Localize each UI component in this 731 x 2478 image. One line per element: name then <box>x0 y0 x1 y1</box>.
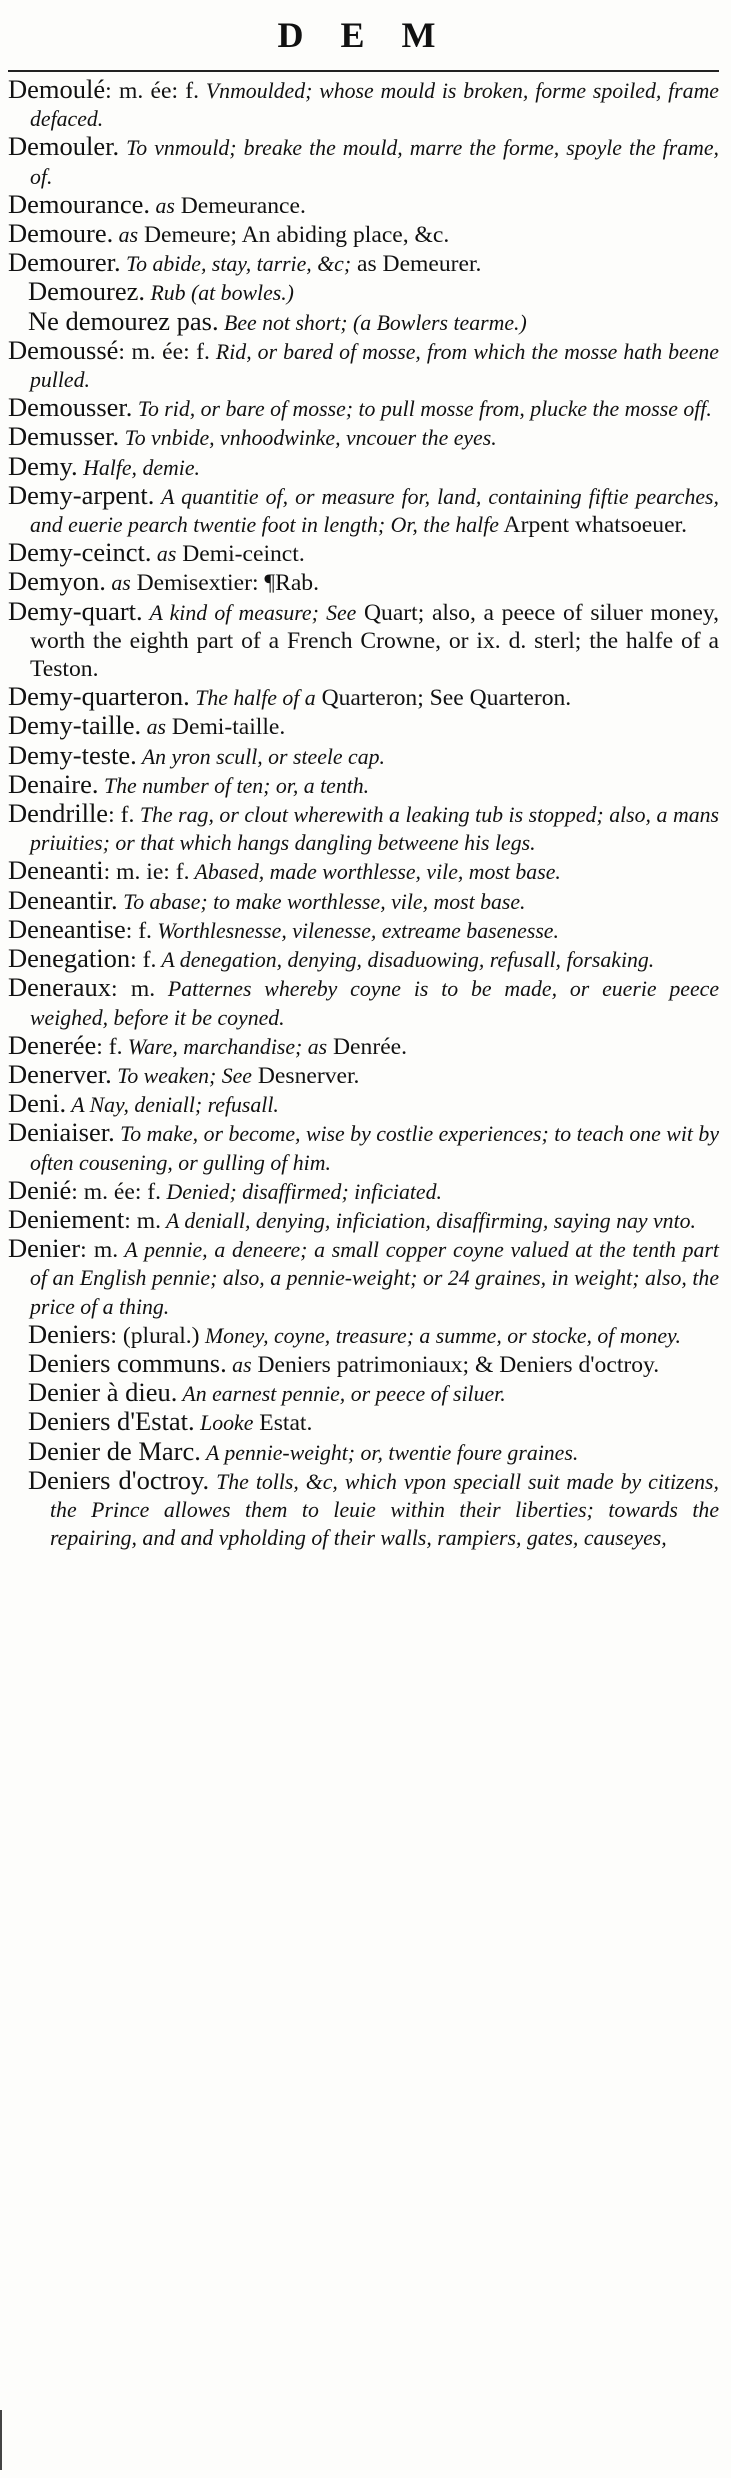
dictionary-entry <box>8 1435 719 1467</box>
cross-reference: Deniers patrimoniaux; & Deniers d'octroy. <box>251 1351 660 1378</box>
entry-list <box>8 76 719 1552</box>
definition: To vnbide, vnhoodwinke, vncouer the eyes. <box>119 426 497 451</box>
dictionary-entry <box>8 884 719 916</box>
headword: Denier à dieu. <box>28 1377 178 1408</box>
grammar-note: : m. <box>111 976 156 1003</box>
headword: Deni. <box>8 1088 67 1119</box>
dictionary-entry <box>8 1058 719 1090</box>
cross-reference: Denrée. <box>327 1033 408 1060</box>
dictionary-entry <box>8 1464 719 1553</box>
definition: Vnmoulded; whose mould is broken, forme spoiled, frame defaced. <box>30 79 719 132</box>
headword: Demy-ceinct. <box>8 537 152 568</box>
headword: Deniers <box>28 1318 111 1349</box>
cross-reference: Demisextier: ¶Rab. <box>130 570 319 597</box>
headword: Demourance. <box>8 188 150 219</box>
headword: Demousser. <box>8 392 133 423</box>
cross-reference: Quarteron; See Quarteron. <box>315 685 572 712</box>
definition: Ware, marchandise; as <box>122 1034 328 1059</box>
headword: Demy-quart. <box>8 595 143 626</box>
grammar-note: : f. <box>125 917 152 944</box>
headword: Demy-quarteron. <box>8 681 190 712</box>
dictionary-entry <box>8 1235 719 1321</box>
definition: A pennie, a deneere; a small copper coyne valued at the tenth part of an English pennie; also, a pennie-weight; or 24 graines, in weight; also, the price of a thing. <box>30 1238 719 1319</box>
dictionary-entry <box>8 1203 719 1235</box>
definition: as <box>105 571 131 596</box>
dictionary-entry <box>8 334 719 394</box>
headword: Ne demourez pas. <box>28 305 219 336</box>
definition: Rub (at bowles.) <box>145 281 294 306</box>
cross-reference: Demi-ceinct. <box>176 541 305 568</box>
definition: Denied; disaffirmed; inficiated. <box>161 1179 442 1204</box>
headword: Demourer. <box>8 247 121 278</box>
headword: Demouler. <box>8 131 120 162</box>
headword: Deniers d'octroy. <box>28 1464 210 1495</box>
dictionary-entry <box>8 479 719 539</box>
dictionary-entry <box>8 1174 719 1206</box>
definition: A Nay, deniall; refusall. <box>66 1093 279 1118</box>
dictionary-entry <box>8 450 719 482</box>
dictionary-entry <box>8 423 719 452</box>
definition: as <box>141 715 167 740</box>
headword: Deniers d'Estat. <box>28 1406 195 1437</box>
dictionary-entry <box>8 974 719 1031</box>
dictionary-entry <box>8 539 719 568</box>
definition: Rid, or bared of mosse, from which the mosse hath beene pulled. <box>30 339 719 393</box>
cross-reference: Quart; also, a peece of siluer money, worth the eighth part of a French Crowne, or ix. d. sterl; the halfe of a Teston. <box>30 599 719 683</box>
definition: as <box>113 223 139 248</box>
definition: A quantitie of, or measure for, land, containing fiftie pearches, and euerie pearch twentie foot in length; Or, the halfe <box>30 484 719 538</box>
dictionary-entry <box>8 1347 719 1379</box>
grammar-note: : f. <box>130 947 157 974</box>
grammar-note: : m. <box>124 1207 161 1234</box>
definition: as <box>151 542 177 567</box>
definition: An yron scull, or steele cap. <box>136 744 385 769</box>
dictionary-entry <box>8 768 719 800</box>
headword: Denerée <box>8 1029 97 1060</box>
dictionary-entry <box>8 1408 719 1437</box>
dictionary-entry <box>8 1090 719 1119</box>
dictionary-entry <box>8 1379 719 1408</box>
cross-reference: Arpent whatsoeuer. <box>498 512 687 539</box>
dictionary-entry <box>8 595 719 684</box>
dictionary-entry <box>8 133 719 190</box>
headword: Deneraux <box>8 972 111 1003</box>
grammar-note: : m. ie: f. <box>103 859 190 886</box>
definition: Looke <box>194 1411 254 1436</box>
headword: Demoure. <box>8 218 114 249</box>
grammar-note: : m. <box>80 1237 119 1264</box>
definition: A pennie-weight; or, twentie foure graines. <box>200 1440 579 1465</box>
definition: To vnmould; breake the mould, marre the forme, spoyle the frame, of. <box>30 136 719 189</box>
headword: Denié <box>8 1174 72 1205</box>
definition: Worthlesnesse, vilenesse, extreame basenesse. <box>151 918 559 943</box>
dictionary-entry <box>8 394 719 423</box>
definition: The number of ten; or, a tenth. <box>98 773 370 798</box>
definition: To abide, stay, tarrie, &c; <box>120 252 352 277</box>
headword: Dendrille <box>8 798 109 829</box>
headword: Deniers communs. <box>28 1347 227 1378</box>
headword: Deniaiser. <box>8 1117 115 1148</box>
definition: Halfe, demie. <box>77 455 200 480</box>
header-rule <box>8 70 719 72</box>
cross-reference: Demeurance. <box>174 192 306 219</box>
definition: A kind of measure; See <box>142 600 357 625</box>
dictionary-entry <box>8 1318 719 1350</box>
grammar-note: : f. <box>108 802 135 829</box>
definition: An earnest pennie, or peece of siluer. <box>177 1382 506 1407</box>
dictionary-entry <box>8 278 719 307</box>
dictionary-entry <box>8 1119 719 1176</box>
headword: Deneantir. <box>8 884 118 915</box>
grammar-note: : (plural.) <box>110 1322 200 1349</box>
grammar-note: : m. ée: f. <box>118 338 210 365</box>
dictionary-entry <box>8 913 719 945</box>
definition: The tolls, &c, which vpon speciall suit made by citizens, the Prince allowes them to leuie within their liberties; towards the repairing, and and vpholding of their walls, rampiers, gates, causeyes, <box>50 1469 719 1551</box>
definition: The halfe of a <box>189 686 316 711</box>
dictionary-entry <box>8 800 719 857</box>
headword: Demoulé <box>8 74 106 104</box>
dictionary-entry <box>8 220 719 249</box>
definition: as <box>226 1352 252 1377</box>
cross-reference: Estat. <box>253 1410 313 1437</box>
definition: Abased, made worthlesse, vile, most base. <box>189 860 561 885</box>
grammar-note: : m. ée: f. <box>105 78 200 104</box>
headword: Deniement <box>8 1203 125 1234</box>
cross-reference: Desnerver. <box>251 1062 360 1089</box>
dictionary-entry <box>8 857 719 886</box>
definition: Money, coyne, treasure; a summe, or stocke, of money. <box>199 1323 681 1348</box>
dictionary-entry <box>8 249 719 278</box>
dictionary-entry <box>8 1029 719 1061</box>
headword: Demyon. <box>8 566 106 597</box>
headword: Deneanti <box>8 855 104 886</box>
definition: as <box>150 193 175 218</box>
headword: Demy-taille. <box>8 710 142 741</box>
headword: Demusser. <box>8 421 120 452</box>
headword: Demy-arpent. <box>8 479 155 510</box>
cross-reference: Demi-taille. <box>166 714 286 741</box>
definition: To abase; to make worthlesse, vile, most base. <box>117 889 526 914</box>
cross-reference: Demeure; An abiding place, &c. <box>138 222 450 249</box>
dictionary-entry <box>8 76 719 133</box>
definition: To weaken; See <box>111 1063 252 1088</box>
definition: Patternes whereby coyne is to be made, or euerie peece weighed, before it be coyned. <box>30 977 719 1030</box>
definition: Bee not short; (a Bowlers tearme.) <box>218 310 527 335</box>
dictionary-entry <box>8 188 719 220</box>
headword: Denier <box>8 1233 81 1264</box>
headword: Demourez. <box>28 276 145 307</box>
definition: To rid, or bare of mosse; to pull mosse from, plucke the mosse off. <box>132 397 712 422</box>
headword: Deneantise <box>8 913 126 944</box>
dictionary-entry <box>8 712 719 741</box>
margin-mark <box>0 2410 5 2470</box>
definition: A denegation, denying, disaduowing, refusall, forsaking. <box>156 948 655 973</box>
headword: Demy. <box>8 450 78 481</box>
headword: Denaire. <box>8 768 99 799</box>
dictionary-entry <box>8 945 719 974</box>
dictionary-entry <box>8 305 719 337</box>
cross-reference: as Demeurer. <box>351 251 482 278</box>
grammar-note: : f. <box>96 1033 123 1060</box>
definition: The rag, or clout wherewith a leaking tub is stopped; also, a mans priuities; or that which hangs dangling betweene his legs. <box>30 803 720 856</box>
definition: A deniall, denying, inficiation, disaffirming, saying nay vnto. <box>160 1208 696 1233</box>
headword: Denegation <box>8 943 131 974</box>
headword: Denier de Marc. <box>28 1435 201 1466</box>
headword: Denerver. <box>8 1058 112 1089</box>
grammar-note: : m. ée: f. <box>71 1178 162 1205</box>
running-head: D E M <box>277 15 450 55</box>
dictionary-entry <box>8 568 719 597</box>
dictionary-entry <box>8 683 719 712</box>
dictionary-entry <box>8 739 719 771</box>
definition: To make, or become, wise by costlie experiences; to teach one wit by often cousening, or gulling of him. <box>30 1122 719 1175</box>
headword: Demoussé <box>8 334 119 365</box>
headword: Demy-teste. <box>8 739 137 770</box>
